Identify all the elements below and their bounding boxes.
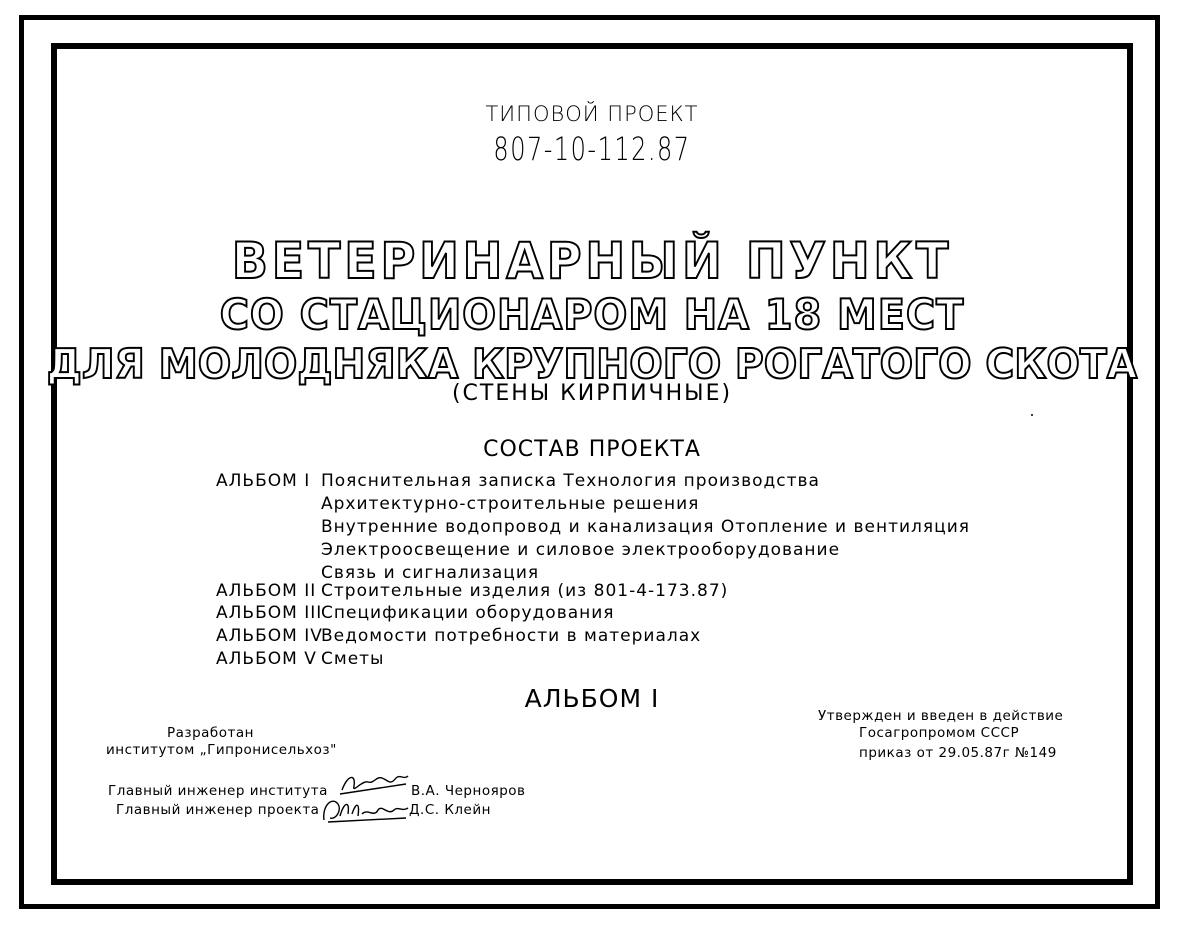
album-1-label: АЛЬБОМ I (216, 471, 311, 491)
developer-line-2: институтом „Гипронисельхоз" (106, 742, 337, 758)
album-2-label: АЛЬБОМ II (216, 581, 317, 601)
title-line-3: ДЛЯ МОЛОДНЯКА КРУПНОГО РОГАТОГО СКОТА (46, 340, 1138, 388)
composition-heading: СОСТАВ ПРОЕКТА (483, 437, 701, 462)
album-2-item-1: Строительные изделия (из 801-4-173.87) (321, 581, 729, 601)
title-line-4: (СТЕНЫ КИРПИЧНЫЕ) (451, 381, 733, 406)
album-1-item-5: Связь и сигнализация (321, 563, 540, 583)
album-4-item-1: Ведомости потребности в материалах (321, 626, 702, 646)
title-line-2: СО СТАЦИОНАРОМ НА 18 МЕСТ (219, 290, 965, 339)
album-4-label: АЛЬБОМ IV (216, 626, 323, 646)
album-1-item-4: Электроосвещение и силовое электрооборудование (321, 540, 841, 560)
approval-line-2: Госагропромом СССР (859, 725, 1020, 741)
project-number: 807-10-112.87 (493, 130, 691, 168)
album-1-item-3: Внутренние водопровод и канализация Отопление и вентиляция (321, 517, 970, 537)
developer-line-1: Разработан (167, 725, 254, 741)
album-1-item-1: Пояснительная записка Технология производства (321, 471, 820, 491)
title-line-1: ВЕТЕРИНАРНЫЙ ПУНКТ (231, 232, 953, 290)
signature-klein (318, 792, 410, 826)
album-1-item-2: Архитектурно-строительные решения (321, 494, 700, 514)
approval-line-1: Утвержден и введен в действие (818, 708, 1064, 724)
project-type-label: ТИПОВОЙ ПРОЕКТ (485, 102, 699, 126)
album-3-item-1: Спецификации оборудования (321, 603, 615, 623)
stray-dot (1031, 414, 1033, 416)
album-title: АЛЬБОМ I (524, 684, 660, 713)
album-5-item-1: Сметы (321, 649, 385, 669)
approval-line-3: приказ от 29.05.87г №149 (859, 745, 1057, 761)
chief-engineer-institute-name: В.А. Чернояров (411, 783, 526, 799)
album-3-label: АЛЬБОМ III (216, 603, 323, 623)
album-5-label: АЛЬБОМ V (216, 649, 317, 669)
chief-engineer-institute-label: Главный инженер института (108, 783, 328, 799)
chief-engineer-project-label: Главный инженер проекта (116, 802, 320, 818)
chief-engineer-project-name: Д.С. Клейн (409, 802, 491, 818)
